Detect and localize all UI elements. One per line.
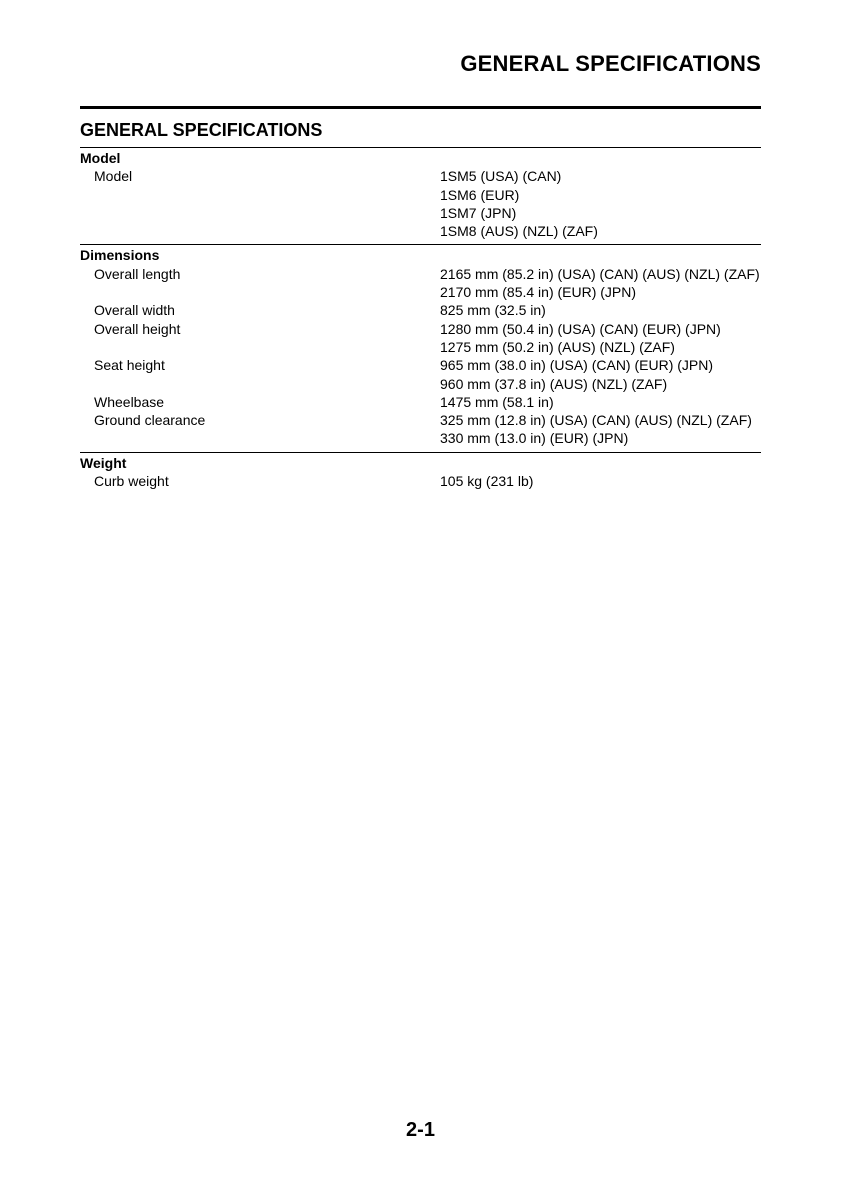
spec-row-overall-height [80, 320, 761, 357]
spec-value: 1SM7 (JPN) [440, 204, 517, 221]
spec-row-model [80, 167, 761, 240]
spec-values [440, 356, 761, 393]
page-number: 2-1 [406, 1119, 435, 1141]
spec-value: 2165 mm (85.2 in) (USA) (CAN) (AUS) (NZL) (ZAF) [440, 265, 760, 282]
spec-label: Overall height [94, 320, 181, 337]
spec-label: Model [94, 168, 133, 185]
spec-row-ground-clearance [80, 411, 761, 448]
spec-value: 1475 mm (58.1 in) [440, 393, 554, 410]
spec-label: Overall length [94, 265, 181, 282]
spec-group-dimensions [80, 244, 761, 447]
spec-row-overall-length [80, 265, 761, 302]
spec-row-wheelbase [80, 393, 761, 411]
spec-row-curb-weight [80, 472, 761, 490]
spec-value: 1SM5 (USA) (CAN) [440, 168, 562, 185]
running-header-title: GENERAL SPECIFICATIONS [460, 51, 761, 76]
spec-values [440, 301, 761, 319]
spec-value: 1275 mm (50.2 in) (AUS) (NZL) (ZAF) [440, 338, 675, 355]
spec-values [440, 320, 761, 357]
spec-value: 325 mm (12.8 in) (USA) (CAN) (AUS) (NZL) (ZAF) [440, 412, 752, 429]
spec-row-overall-width [80, 301, 761, 319]
spec-values [440, 167, 761, 240]
group-heading: Weight [80, 454, 127, 471]
spec-label: Curb weight [94, 473, 169, 490]
group-heading: Dimensions [80, 247, 160, 264]
header-rule [80, 106, 761, 109]
spec-value: 2170 mm (85.4 in) (EUR) (JPN) [440, 284, 637, 301]
spec-value: 105 kg (231 lb) [440, 473, 534, 490]
spec-row-seat-height [80, 356, 761, 393]
spec-group-weight [80, 452, 761, 491]
spec-values [440, 265, 761, 302]
spec-values [440, 393, 761, 411]
spec-values [440, 411, 761, 448]
spec-values [440, 472, 761, 490]
spec-value: 960 mm (37.8 in) (AUS) (NZL) (ZAF) [440, 375, 668, 392]
spec-value: 1SM6 (EUR) [440, 186, 520, 203]
spec-label: Wheelbase [94, 393, 165, 410]
spec-label: Seat height [94, 357, 165, 374]
spec-label: Ground clearance [94, 412, 206, 429]
spec-page-body [80, 118, 761, 494]
spec-value: 965 mm (38.0 in) (USA) (CAN) (EUR) (JPN) [440, 357, 714, 374]
spec-value: 825 mm (32.5 in) [440, 302, 546, 319]
group-heading: Model [80, 150, 121, 166]
spec-label: Overall width [94, 302, 175, 319]
spec-group-model [80, 147, 761, 240]
spec-value: 1SM8 (AUS) (NZL) (ZAF) [440, 223, 598, 240]
spec-value: 1280 mm (50.4 in) (USA) (CAN) (EUR) (JPN) [440, 320, 721, 337]
section-title: GENERAL SPECIFICATIONS [80, 120, 323, 140]
spec-value: 330 mm (13.0 in) (EUR) (JPN) [440, 430, 629, 447]
